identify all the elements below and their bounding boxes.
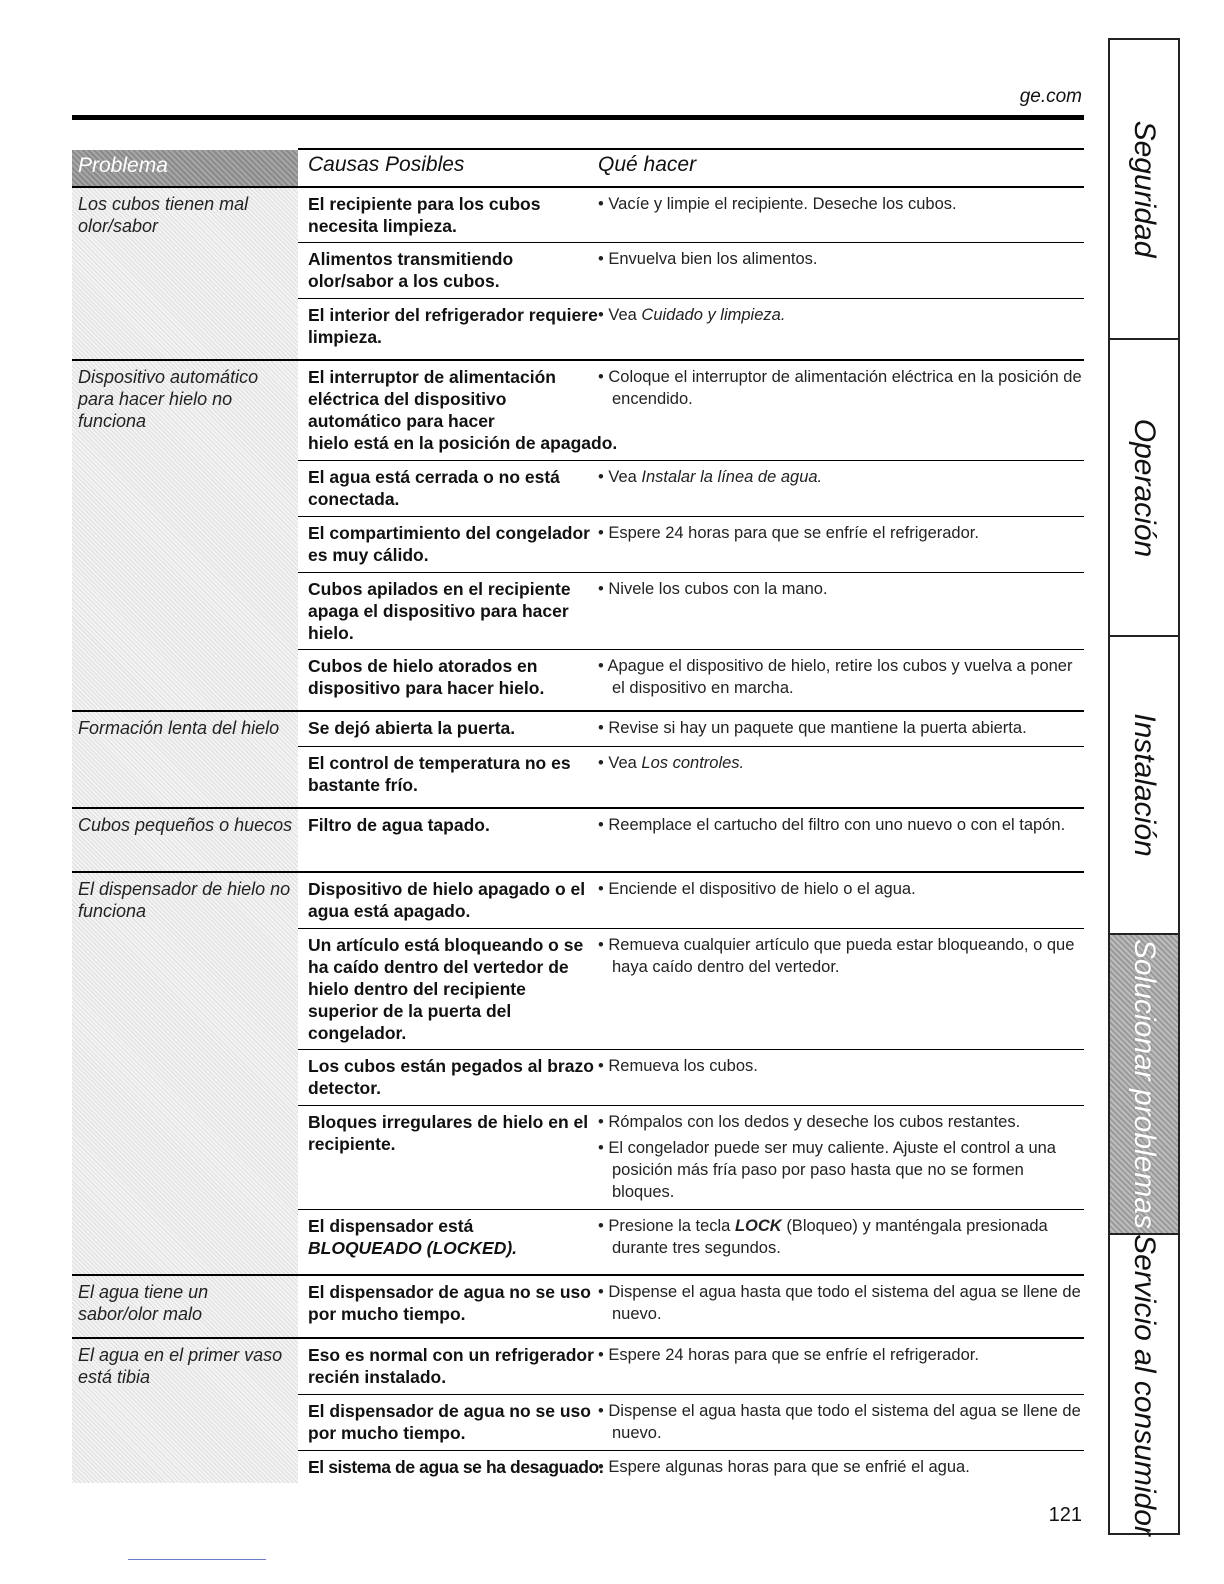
table-row bbox=[298, 873, 1084, 929]
fix bbox=[598, 878, 1084, 924]
fix-prefix: Vea bbox=[608, 754, 637, 772]
cause: El control de temperatura no es bastante frío. bbox=[308, 753, 571, 795]
top-rule bbox=[72, 115, 1084, 120]
cause: El dispensador de agua no se uso por mucho tiempo. bbox=[308, 1401, 591, 1443]
cause: Alimentos transmitiendo olor/sabor a los cubos. bbox=[308, 249, 514, 291]
problem-group bbox=[72, 361, 1084, 712]
cause: Un artículo está bloqueando o se ha caído dentro del vertedor de hielo dentro del recipiente superior de la puerta del congelador. bbox=[308, 935, 584, 1043]
fix-item: • Espere 24 horas para que se enfríe el refrigerador. bbox=[598, 1344, 1084, 1366]
problem-group bbox=[72, 1276, 1084, 1339]
tab-label: Servicio al consumidor bbox=[1128, 1234, 1161, 1536]
table-row bbox=[298, 461, 1084, 517]
cause: Eso es normal con un refrigerador recién instalado. bbox=[308, 1345, 594, 1387]
problem-group bbox=[72, 712, 1084, 809]
fix bbox=[598, 578, 1084, 645]
cause: Los cubos están pegados al brazo detector. bbox=[308, 1056, 594, 1098]
fix bbox=[598, 1111, 1084, 1205]
section-tabs bbox=[1108, 38, 1180, 1535]
table-row bbox=[298, 1276, 1084, 1337]
fix-prefix: Vea bbox=[608, 468, 637, 486]
fix-item: • Dispense el agua hasta que todo el sistema del agua se llene de nuevo. bbox=[598, 1400, 1084, 1444]
cause: El agua está cerrada o no está conectada. bbox=[308, 467, 560, 509]
table-row bbox=[298, 573, 1084, 650]
cause: El interruptor de alimentación eléctrica del dispositivo automático para hacer bbox=[308, 367, 556, 431]
table-row bbox=[298, 188, 1084, 243]
fix bbox=[598, 717, 1084, 742]
problem-label: El agua tiene un sabor/olor malo bbox=[72, 1276, 298, 1337]
site-url: ge.com bbox=[1019, 86, 1082, 107]
fix-item: • Envuelva bien los alimentos. bbox=[598, 248, 1084, 270]
cause: Cubos de hielo atorados en dispositivo para hacer hielo. bbox=[308, 656, 545, 698]
table-row bbox=[298, 1451, 1084, 1483]
table-row bbox=[298, 1050, 1084, 1106]
cause-status: BLOQUEADO (LOCKED). bbox=[308, 1238, 518, 1258]
table-row bbox=[298, 809, 1084, 871]
fix-item: • Revise si hay un paquete que mantiene la puerta abierta. bbox=[598, 717, 1084, 739]
cause: El compartimiento del congelador es muy cálido. bbox=[308, 523, 590, 565]
fix bbox=[598, 193, 1084, 238]
problem-label: Formación lenta del hielo bbox=[72, 712, 298, 807]
fix-prefix: Presione la tecla bbox=[608, 1217, 731, 1235]
fix-item: • Remueva cualquier artículo que pueda estar bloqueando, o que haya caído dentro del vertedor. bbox=[598, 934, 1084, 978]
table-row bbox=[298, 299, 1084, 359]
table-row bbox=[298, 712, 1084, 747]
header-que-hacer: Qué hacer bbox=[598, 153, 697, 176]
fix-item: • Dispense el agua hasta que todo el sistema del agua se llene de nuevo. bbox=[598, 1281, 1084, 1325]
table-row bbox=[298, 361, 1084, 461]
cause-text: El dispensador está bbox=[308, 1216, 474, 1236]
table-row bbox=[298, 650, 1084, 710]
header-causas: Causas Posibles bbox=[308, 153, 465, 176]
cause: El sistema de agua se ha desaguado. bbox=[308, 1457, 604, 1477]
tab-solucionar-problemas[interactable] bbox=[1110, 935, 1178, 1235]
cause: Filtro de agua tapado. bbox=[308, 815, 490, 835]
tab-label: Instalación bbox=[1128, 713, 1161, 857]
table-row bbox=[298, 1395, 1084, 1451]
problem-group bbox=[72, 1339, 1084, 1483]
cause-continuation: hielo está en la posición de apagado. bbox=[308, 433, 618, 453]
fix-item: • Coloque el interruptor de alimentación eléctrica en la posición de encendido. bbox=[598, 366, 1084, 410]
fix-item: • Espere 24 horas para que se enfríe el refrigerador. bbox=[598, 522, 1084, 544]
troubleshooting-table bbox=[72, 150, 1084, 1483]
page-number: 121 bbox=[1048, 1504, 1082, 1526]
cause: El dispensador de agua no se uso por mucho tiempo. bbox=[308, 1282, 591, 1324]
fix-item: • Enciende el dispositivo de hielo o el agua. bbox=[598, 878, 1084, 900]
table-row bbox=[298, 517, 1084, 573]
header-problema: Problema bbox=[72, 150, 298, 186]
cause: Dispositivo de hielo apagado o el agua está apagado. bbox=[308, 879, 586, 921]
cause: El recipiente para los cubos necesita limpieza. bbox=[308, 194, 541, 236]
fix bbox=[598, 814, 1084, 867]
fix-item: • Reemplace el cartucho del filtro con uno nuevo o con el tapón. bbox=[598, 814, 1084, 836]
fix-item: • Vacíe y limpie el recipiente. Deseche los cubos. bbox=[598, 193, 1084, 215]
fix bbox=[598, 1215, 1084, 1270]
fix bbox=[598, 366, 1084, 432]
tab-seguridad[interactable] bbox=[1110, 40, 1178, 340]
fix bbox=[598, 1281, 1084, 1333]
table-row bbox=[298, 243, 1084, 299]
fix bbox=[598, 655, 1084, 706]
fix bbox=[598, 248, 1084, 294]
fix-suffix: (Bloqueo) y manténgala presionada durante tres segundos. bbox=[612, 1217, 1048, 1257]
fix bbox=[598, 1456, 1084, 1479]
fix bbox=[598, 934, 1084, 1045]
fix bbox=[598, 752, 1084, 803]
problem-group bbox=[72, 188, 1084, 361]
tab-label: Operación bbox=[1128, 418, 1161, 557]
footer-rule bbox=[128, 1559, 266, 1560]
fix-item: • Espere algunas horas para que se enfrié el agua. bbox=[598, 1456, 1084, 1478]
fix-prefix: Vea bbox=[608, 306, 637, 324]
lock-key: LOCK bbox=[734, 1217, 782, 1235]
fix bbox=[598, 1055, 1084, 1101]
problem-group bbox=[72, 873, 1084, 1276]
problem-label: El dispensador de hielo no funciona bbox=[72, 873, 298, 1274]
tab-servicio-consumidor[interactable] bbox=[1110, 1235, 1178, 1535]
cause: Bloques irregulares de hielo en el recipiente. bbox=[308, 1112, 589, 1154]
problem-group bbox=[72, 809, 1084, 873]
problem-label: Dispositivo automático para hacer hielo no funciona bbox=[72, 361, 298, 710]
table-row bbox=[298, 1210, 1084, 1274]
problem-label: Los cubos tienen mal olor/sabor bbox=[72, 188, 298, 359]
problem-label: Cubos pequeños o huecos bbox=[72, 809, 298, 871]
cause bbox=[308, 1215, 598, 1270]
cause: Cubos apilados en el recipiente apaga el dispositivo para hacer hielo. bbox=[308, 579, 571, 643]
fix-item: • Remueva los cubos. bbox=[598, 1055, 1084, 1077]
problem-label: El agua en el primer vaso está tibia bbox=[72, 1339, 298, 1483]
cause: Se dejó abierta la puerta. bbox=[308, 718, 516, 738]
tab-instalacion[interactable] bbox=[1110, 637, 1178, 935]
fix bbox=[598, 466, 1084, 512]
table-row bbox=[298, 929, 1084, 1050]
fix bbox=[598, 522, 1084, 568]
fix-item: • Rómpalos con los dedos y deseche los cubos restantes. bbox=[598, 1111, 1084, 1133]
tab-operacion[interactable] bbox=[1110, 340, 1178, 637]
fix bbox=[598, 304, 1084, 355]
table-row bbox=[298, 1106, 1084, 1210]
manual-reference: Instalar la línea de agua. bbox=[641, 468, 823, 486]
fix-item: • Nivele los cubos con la mano. bbox=[598, 578, 1084, 600]
fix-item: • El congelador puede ser muy caliente. Ajuste el control a una posición más fría paso por paso hasta que no se formen bloques. bbox=[598, 1137, 1084, 1203]
tab-label: Seguridad bbox=[1128, 120, 1161, 258]
fix bbox=[598, 1344, 1084, 1390]
fix bbox=[598, 1400, 1084, 1446]
table-header bbox=[72, 150, 1084, 188]
cause: El interior del refrigerador requiere limpieza. bbox=[308, 305, 598, 347]
table-row bbox=[298, 1339, 1084, 1395]
tab-label: Solucionar problemas bbox=[1128, 938, 1161, 1230]
manual-reference: Cuidado y limpieza. bbox=[641, 306, 786, 324]
manual-reference: Los controles. bbox=[641, 754, 745, 772]
fix-item: • Apague el dispositivo de hielo, retire los cubos y vuelva a poner el dispositivo en marcha. bbox=[598, 655, 1084, 699]
table-row bbox=[298, 747, 1084, 807]
